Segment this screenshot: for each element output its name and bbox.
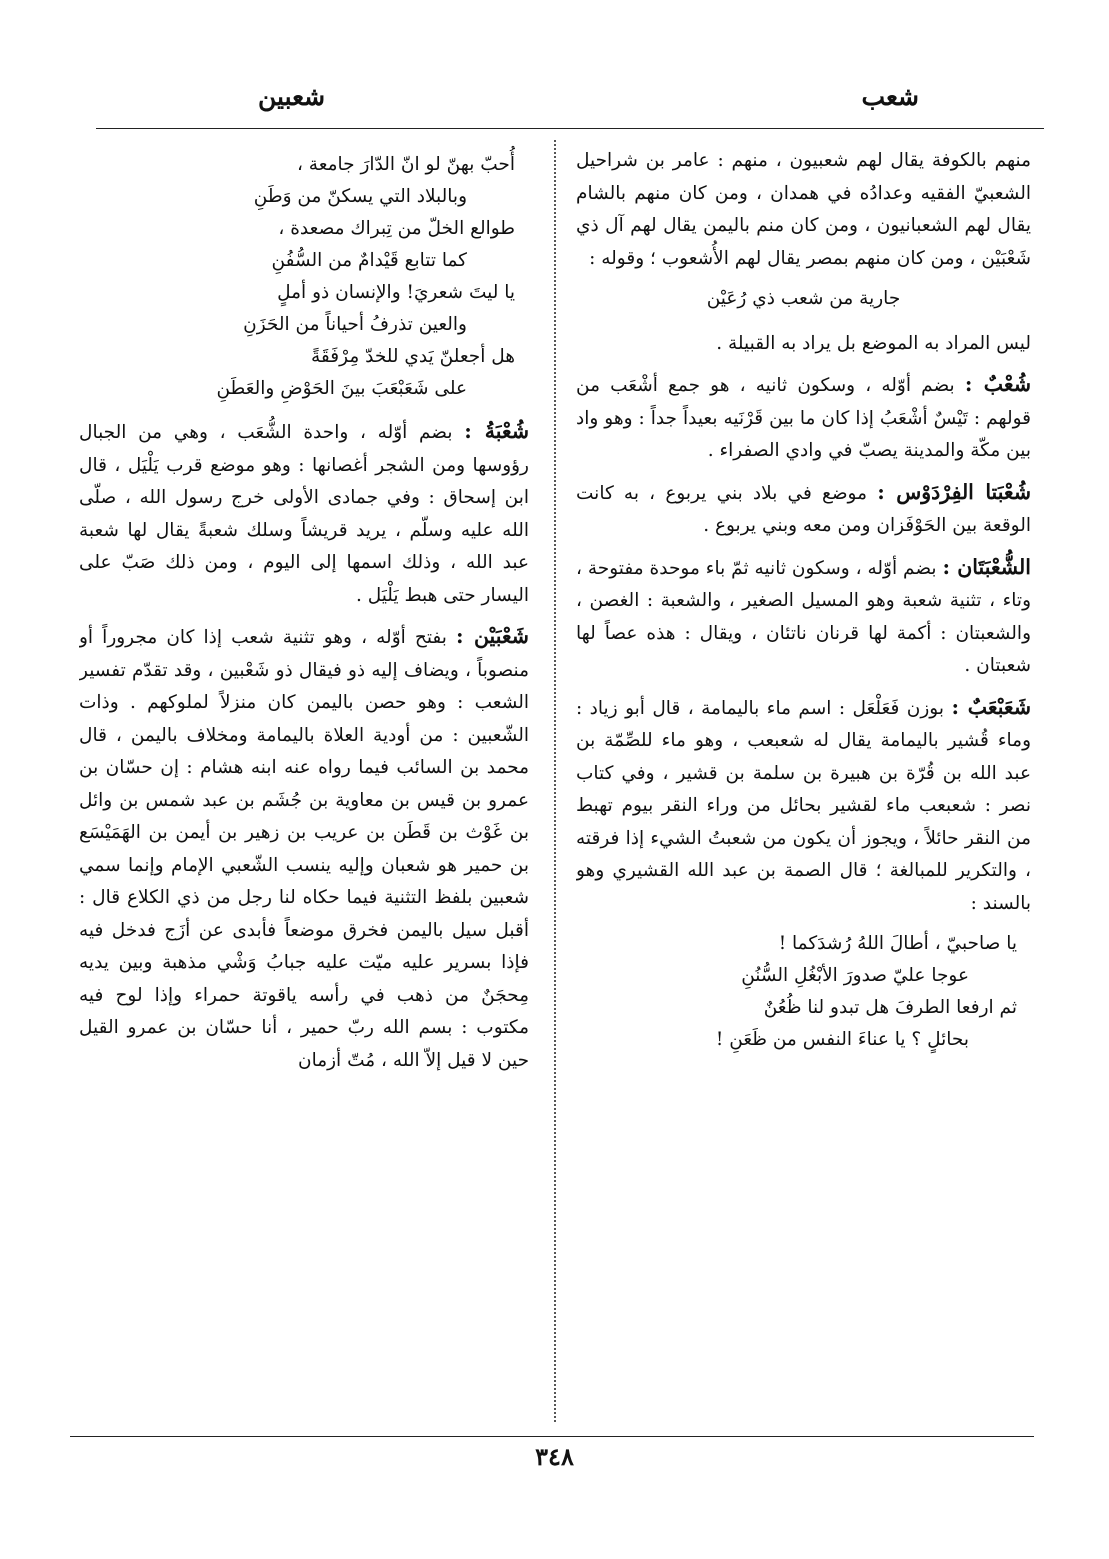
right-column <box>576 145 1031 1425</box>
headword: شُعْبَتا الفِرْدَوْس : <box>877 479 1031 504</box>
verse-hemistich: كما تتابع قَيْدامٌ من السُّفُنِ <box>271 250 467 271</box>
entry-shabayn <box>79 620 529 1077</box>
verse-hemistich: عوجا عليّ صدورَ الأبْغُلِ السُّنُنِ <box>741 965 969 986</box>
poem <box>576 928 1031 1056</box>
entry-shuba <box>79 415 529 612</box>
headword: شُعْبٌ : <box>964 372 1031 396</box>
entry-shubata-alfirdaws <box>576 476 1031 543</box>
entry-alshubatan <box>576 551 1031 683</box>
quoted-verse: جارية من شعب ذي رُعَيْن <box>706 288 901 309</box>
verse-hemistich: هل أجعلنّ يَدي للخدّ مِرْفَقَةً <box>311 346 515 367</box>
verse-hemistich: طوالع الخلّ من تِبراك مصعدة ، <box>278 218 515 239</box>
left-column <box>79 145 529 1425</box>
entry-text: بضم أوّله ، واحدة الشُّعَب ، وهي من الجبال رؤوسها ومن الشجر أغصانها : وهو موضع قرب يَلْيَل ، قال ابن إسحاق : وفي جمادى الأولى خرج رسول الله ، صلّى الله عليه وسلّم ، يريد قريشاً وسلك شعبةً يقال لها شعبة عبد الله ، وذلك اسمها إلى اليوم ، ومن ذلك صَبّ على اليسار حتى هبط يَلْيَل . <box>79 422 529 606</box>
continuation-paragraph: منهم بالكوفة يقال لهم شعبيون ، منهم : عامر بن شراحيل الشعبيّ الفقيه وعدادُه في همدان ، ومن كان منهم بالشام يقال لهم الشعبانيون ، ومن كان منم باليمن يقال لهم آل ذي شَعْبَيْن ، ومن كان منهم بمصر يقال لهم الأُشعوب ؛ وقوله : <box>576 150 1031 269</box>
header-rule <box>96 128 1044 129</box>
entry-shaabaab <box>576 691 1031 921</box>
entry-text: بضم أوّله ، وسكون ثانيه ثمّ باء موحدة مفتوحة ، وتاء ، تثنية شعبة وهو المسيل الصغير ، والشعبة : الغصن ، والشعبتان : أكمة لها قرنان ناتئان ، ويقال : هذه عصاً لها شعبتان . <box>576 557 1031 676</box>
footer-rule <box>70 1436 1034 1437</box>
headword: شُعْبَةُ : <box>464 419 529 443</box>
verse-hemistich: ثم ارفعا الطرفَ هل تبدو لنا ظُعُنٌ <box>763 997 1017 1018</box>
entry-text: بضم أوّله ، وسكون ثانيه ، هو جمع أشْعَب من قولهم : تَيْسٌ أشْعَبُ إذا كان ما بين قَرْنَيه بعيداً جداً : وهو واد بين مكّة والمدينة يصبّ في وادي الصفراء . <box>576 375 1031 461</box>
verse-hemistich: بحائلٍ ؟ يا عناءَ النفس من ظَعَنِ ! <box>715 1029 969 1050</box>
poem <box>79 149 529 405</box>
headword: الشُّعْبَتَان : <box>942 554 1031 579</box>
entry-text: بفتح أوّله ، وهو تثنية شعب إذا كان مجروراً أو منصوباً ، ويضاف إليه ذو فيقال ذو شَعْبين ، وقد تقدّم تفسير الشعب : وهو حصن باليمن كان منزلاً لملوكهم . وذات الشّعبين : من أودية العلاة باليمامة ومخلاف باليمن ، قال محمد بن السائب فيما رواه عنه ابنه هشام : إن حسّان بن عمرو بن قيس بن معاوية بن جُشَم بن عبد شمس بن وائل بن غَوْث بن قَطَن بن عريب بن زهير بن أيمن بن الهَمَيْسَع بن حمير هو شعبان وإليه ينسب الشّعبي الإمام وإنما سمي شعبين بلفظ التثنية فيما حكاه لنا رجل من ذي الكلاع قال : أقبل سيل باليمن فخرق موضعاً فأبدى عن أزَج فدخل فيه فإذا بسرير عليه ميّت عليه جبابُ وَشْي مذهبة وبين يديه مِحجَنٌ من ذهب في رأسه ياقوتة حمراء وإذا لوح فيه مكتوب : بسم الله ربّ حمير ، أنا حسّان بن عمرو القيل حين لا قيل إلاّ الله ، مُتّ أزمان <box>79 627 529 1071</box>
verse-hemistich: وبالبلاد التي يسكنّ من وَطَنِ <box>253 186 467 207</box>
column-divider <box>554 140 556 1422</box>
headword: شَعْبَيْن : <box>456 624 529 648</box>
verse-hemistich: أُحبّ بهنّ لو انّ الدّارَ جامعة ، <box>296 154 515 175</box>
verse-hemistich: والعين تذرفُ أحياناً من الحَزَنِ <box>243 314 467 335</box>
verse-hemistich: على شَعَبْعَبَ بينَ الحَوْضِ والعَطَنِ <box>216 378 467 399</box>
headword: شَعَبْعَبٌ : <box>951 694 1031 719</box>
running-header-left: شعبين <box>258 82 326 111</box>
page-number: ٣٤٨ <box>535 1442 574 1471</box>
entry-shuab <box>576 368 1031 468</box>
entry-text: بوزن فَعَلْعَل : اسم ماء باليمامة ، قال أبو زياد : وماء قُشير باليمامة يقال له شعبعب ، وهو ماء للصِّمّة بن عبد الله بن قُرّة بن هبيرة بن سلمة بن قشير ، وفي كتاب نصر : شعبعب ماء لقشير بحائل من وراء النقر بيوم تهبط من النقر حائلاً ، ويجوز أن يكون من شعبتُ الشيء إذا فرقته ، والتكرير للمبالغة ؛ قال الصمة بن عبد الله القشيري وهو بالسند : <box>576 697 1031 914</box>
verse-hemistich: يا ليتَ شعريَ! والإنسان ذو أملٍ <box>277 282 515 303</box>
running-header-right: شعب <box>861 82 919 111</box>
verse-hemistich: يا صاحبيّ ، أطالَ اللهُ رُشدَكما ! <box>778 933 1017 954</box>
entry-text: موضع في بلاد بني يربوع ، به كانت الوقعة بين الحَوْفَزان ومن معه وبني يربوع . <box>576 482 1031 536</box>
note-paragraph: ليس المراد به الموضع بل يراد به القبيلة . <box>716 332 1031 354</box>
